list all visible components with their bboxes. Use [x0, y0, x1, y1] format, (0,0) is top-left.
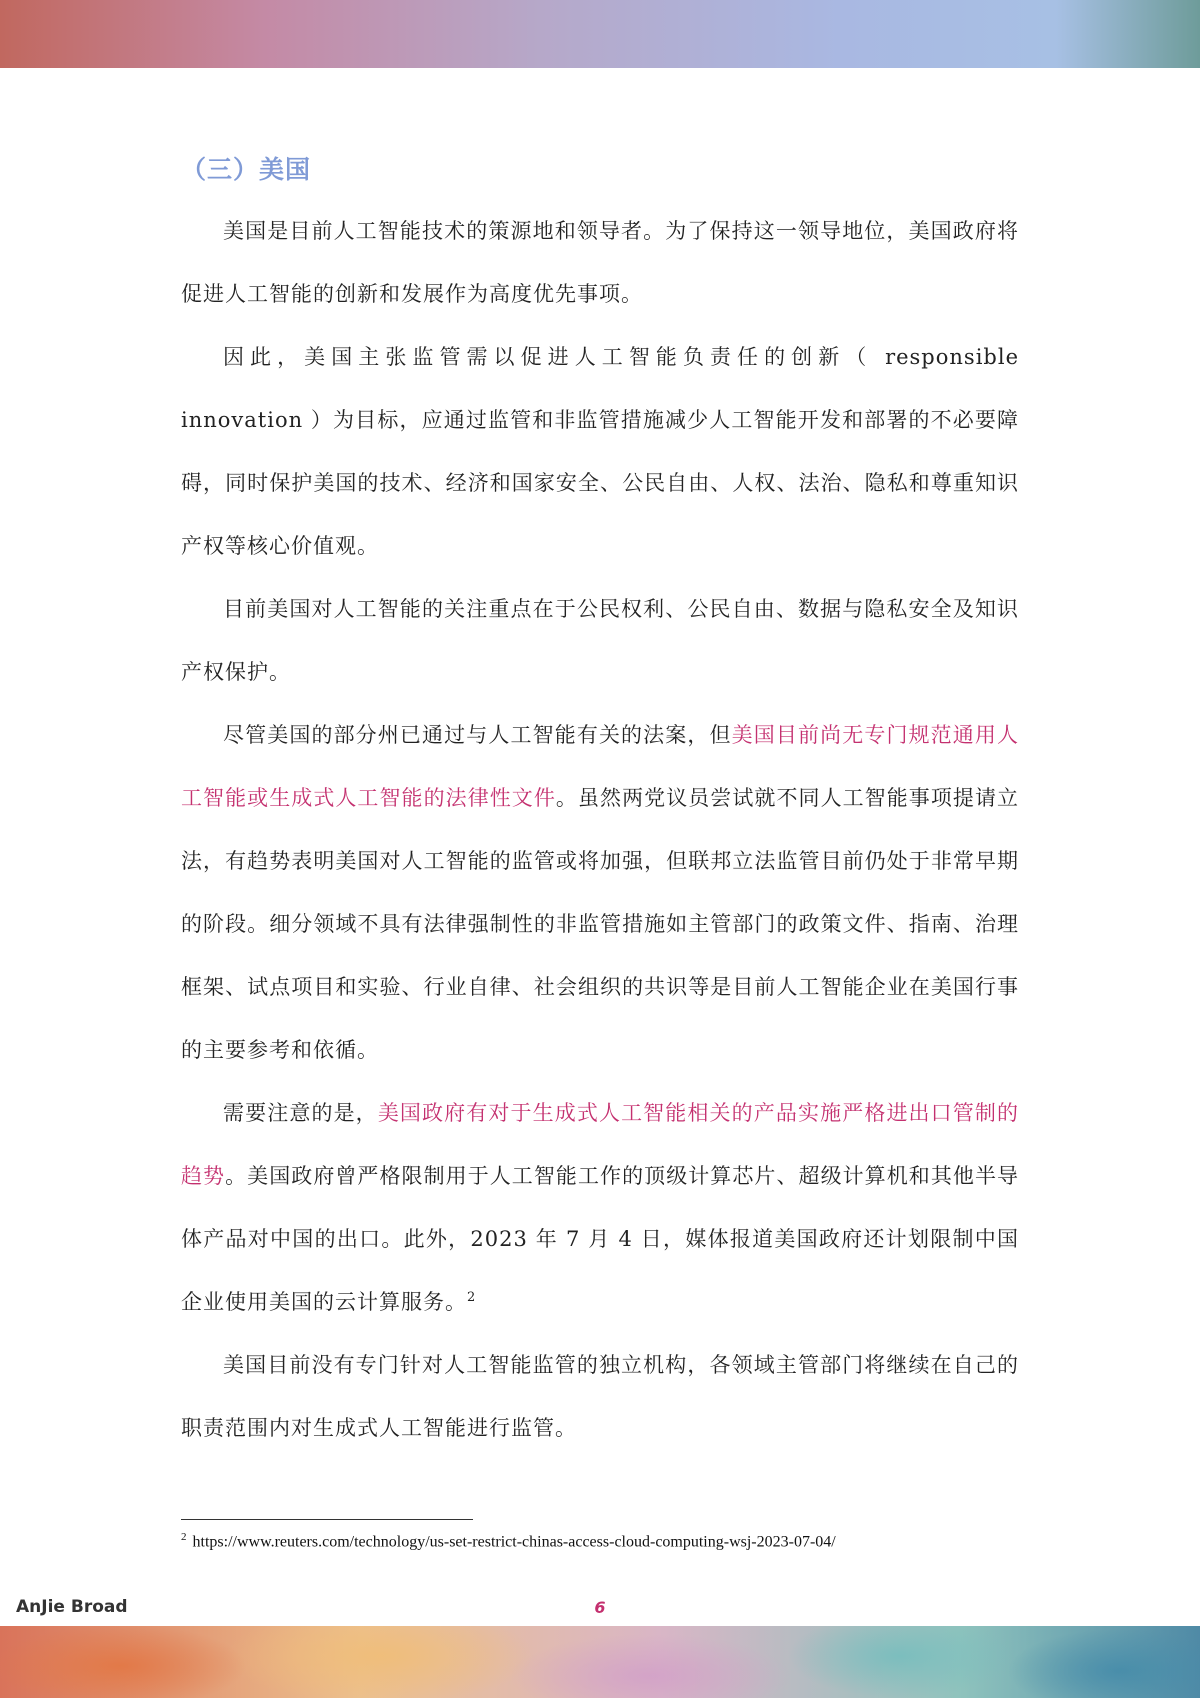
paragraph-4-highlight: 美国目前尚无专门规范通用人工智能或生成式人工智能的法律性文件 [181, 723, 1020, 810]
paragraph-3: 目前美国对人工智能的关注重点在于公民权利、公民自由、数据与隐私安全及知识产权保护。 [181, 597, 1019, 684]
paragraph-4-text-a: 尽管美国的部分州已通过与人工智能有关的法案，但 [223, 723, 732, 747]
section-heading: （三）美国 [181, 155, 312, 184]
brand-logo: AnJie Broad [16, 1597, 128, 1617]
paragraph-5-highlight: 美国政府有对于生成式人工智能相关的产品实施严格进出口管制的趋势 [181, 1101, 1020, 1188]
paragraph-5 [181, 1082, 1019, 1334]
paragraph-5-text-a: 需要注意的是， [223, 1101, 378, 1125]
footnote-mark: 2 [181, 1531, 187, 1543]
footer-decorative-painting [0, 1626, 1200, 1698]
page-number: 6 [594, 1598, 606, 1617]
paragraph-1: 美国是目前人工智能技术的策源地和领导者。为了保持这一领导地位，美国政府将促进人工智能的创新和发展作为高度优先事项。 [181, 219, 1019, 306]
footnote-link[interactable]: https://www.reuters.com/technology/us-set-restrict-chinas-access-cloud-computing-wsj-2023-07-04/ [192, 1533, 836, 1551]
paragraph-4 [181, 704, 1019, 1082]
paragraph-4-text-b: 。虽然两党议员尝试就不同人工智能事项提请立法，有趋势表明美国对人工智能的监管或将加强，但联邦立法监管目前仍处于非常早期的阶段。细分领域不具有法律强制性的非监管措施如主管部门的政策文件、指南、治理框架、试点项目和实验、行业自律、社会组织的共识等是目前人工智能企业在美国行事的主要参考和依循。 [181, 786, 1020, 1062]
paragraph-5-text-b: 。美国政府曾严格限制用于人工智能工作的顶级计算芯片、超级计算机和其他半导体产品对中国的出口。此外，2023 年 7 月 4 日，媒体报道美国政府还计划限制中国企业使用美国的云计算服务。 [181, 1164, 1019, 1314]
footnote-divider [181, 1519, 473, 1520]
footnote-reference[interactable]: 2 [467, 1290, 477, 1305]
paragraph-6: 美国目前没有专门针对人工智能监管的独立机构，各领域主管部门将继续在自己的职责范围内对生成式人工智能进行监管。 [181, 1353, 1019, 1440]
header-decorative-band [0, 0, 1200, 68]
page-content [181, 150, 1019, 1460]
paragraph-2: 因此，美国主张监管需以促进人工智能负责任的创新（ responsible innovation ）为目标，应通过监管和非监管措施减少人工智能开发和部署的不必要障碍，同时保护美国的技术、经济和国家安全、公民自由、人权、法治、隐私和尊重知识产权等核心价值观。 [181, 345, 1019, 558]
footnote [181, 1531, 1081, 1551]
